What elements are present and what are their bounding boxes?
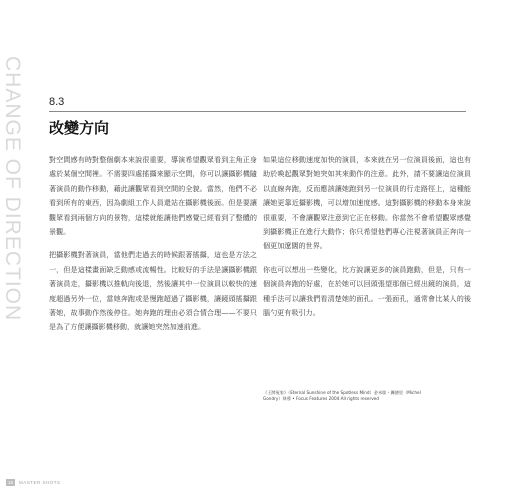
section-title: 改變方向	[49, 119, 110, 137]
paragraph: 把攝影機對著演員，當他們走過去的時候跟著搖攝，這也是方法之一，但是這樣畫面缺乏動感或流暢性。比較好的手法是讓攝影機跟著演員走，攝影機以推軌向後退，然後讓其中一位演員以較快的速度超過另外一位，當她奔跑或是慢跑超過了攝影機，讓鏡頭搖攝跟著她，故事動作然後停住。她奔跑的理由必須合情合理——不要只是為了方便讓攝影機移動，就讓她突然加速前進。	[49, 250, 257, 332]
page-number: 16	[7, 480, 13, 485]
section-number: 8.3	[49, 96, 65, 108]
vertical-section-title: CHANGE OF DIRECTION	[1, 56, 24, 322]
title-divider	[49, 111, 466, 112]
running-head: MASTER SHOTS	[19, 480, 61, 485]
right-text-column	[263, 153, 471, 329]
paragraph: 對空間感有時對整個劇本來說很重要，導演希望觀眾看到主角正身處於某個空間裡。不需要四處搖攝來顯示空間，你可以讓攝影機隨著演員的動作移動，藉此讓觀眾看到空間的全貌。當然，他們不必看到所有的東西，因為劇組工作人員還站在攝影機後面。但是要讓觀眾看到兩個方向的景物，這樣就能讓他們感覺已經看到了整體的景觀。	[49, 155, 257, 237]
page-footer	[6, 479, 61, 486]
left-text-column	[49, 153, 257, 344]
image-caption: 《王牌冤家》（Eternal Sunshine of the Spotless Mind）金米歇・龔德里（Michel Gondry）執導 • Focus Features 2004 All rights reserved	[263, 390, 421, 402]
paragraph: 如果這位移動速度加快的演員，本來就在另一位演員後面，這也有助於喚起觀眾對她突如其來動作的注意。此外，請不要讓這位演員以直線奔跑，反而應該讓她跑到另一位演員的行走路徑上，這種能讓她更靠近攝影機，可以增加速度感。這對攝影機的移動本身來說很重要，不會讓觀眾注意到它正在移動。你當然不會希望觀眾感覺到攝影機正在進行大動作；你只希望他們專心注視著演員正奔向一個更加遼闊的世界。	[263, 155, 471, 251]
paragraph: 你也可以想出一些變化，比方說讓更多的演員跑動，但是，只有一個演員奔跑的好處，在於她可以回頭張望那個已經出鏡的演員，這種手法可以讓我們看清楚她的面孔。一張面孔，通常會比某人的後腦勺更有吸引力。	[263, 264, 471, 318]
